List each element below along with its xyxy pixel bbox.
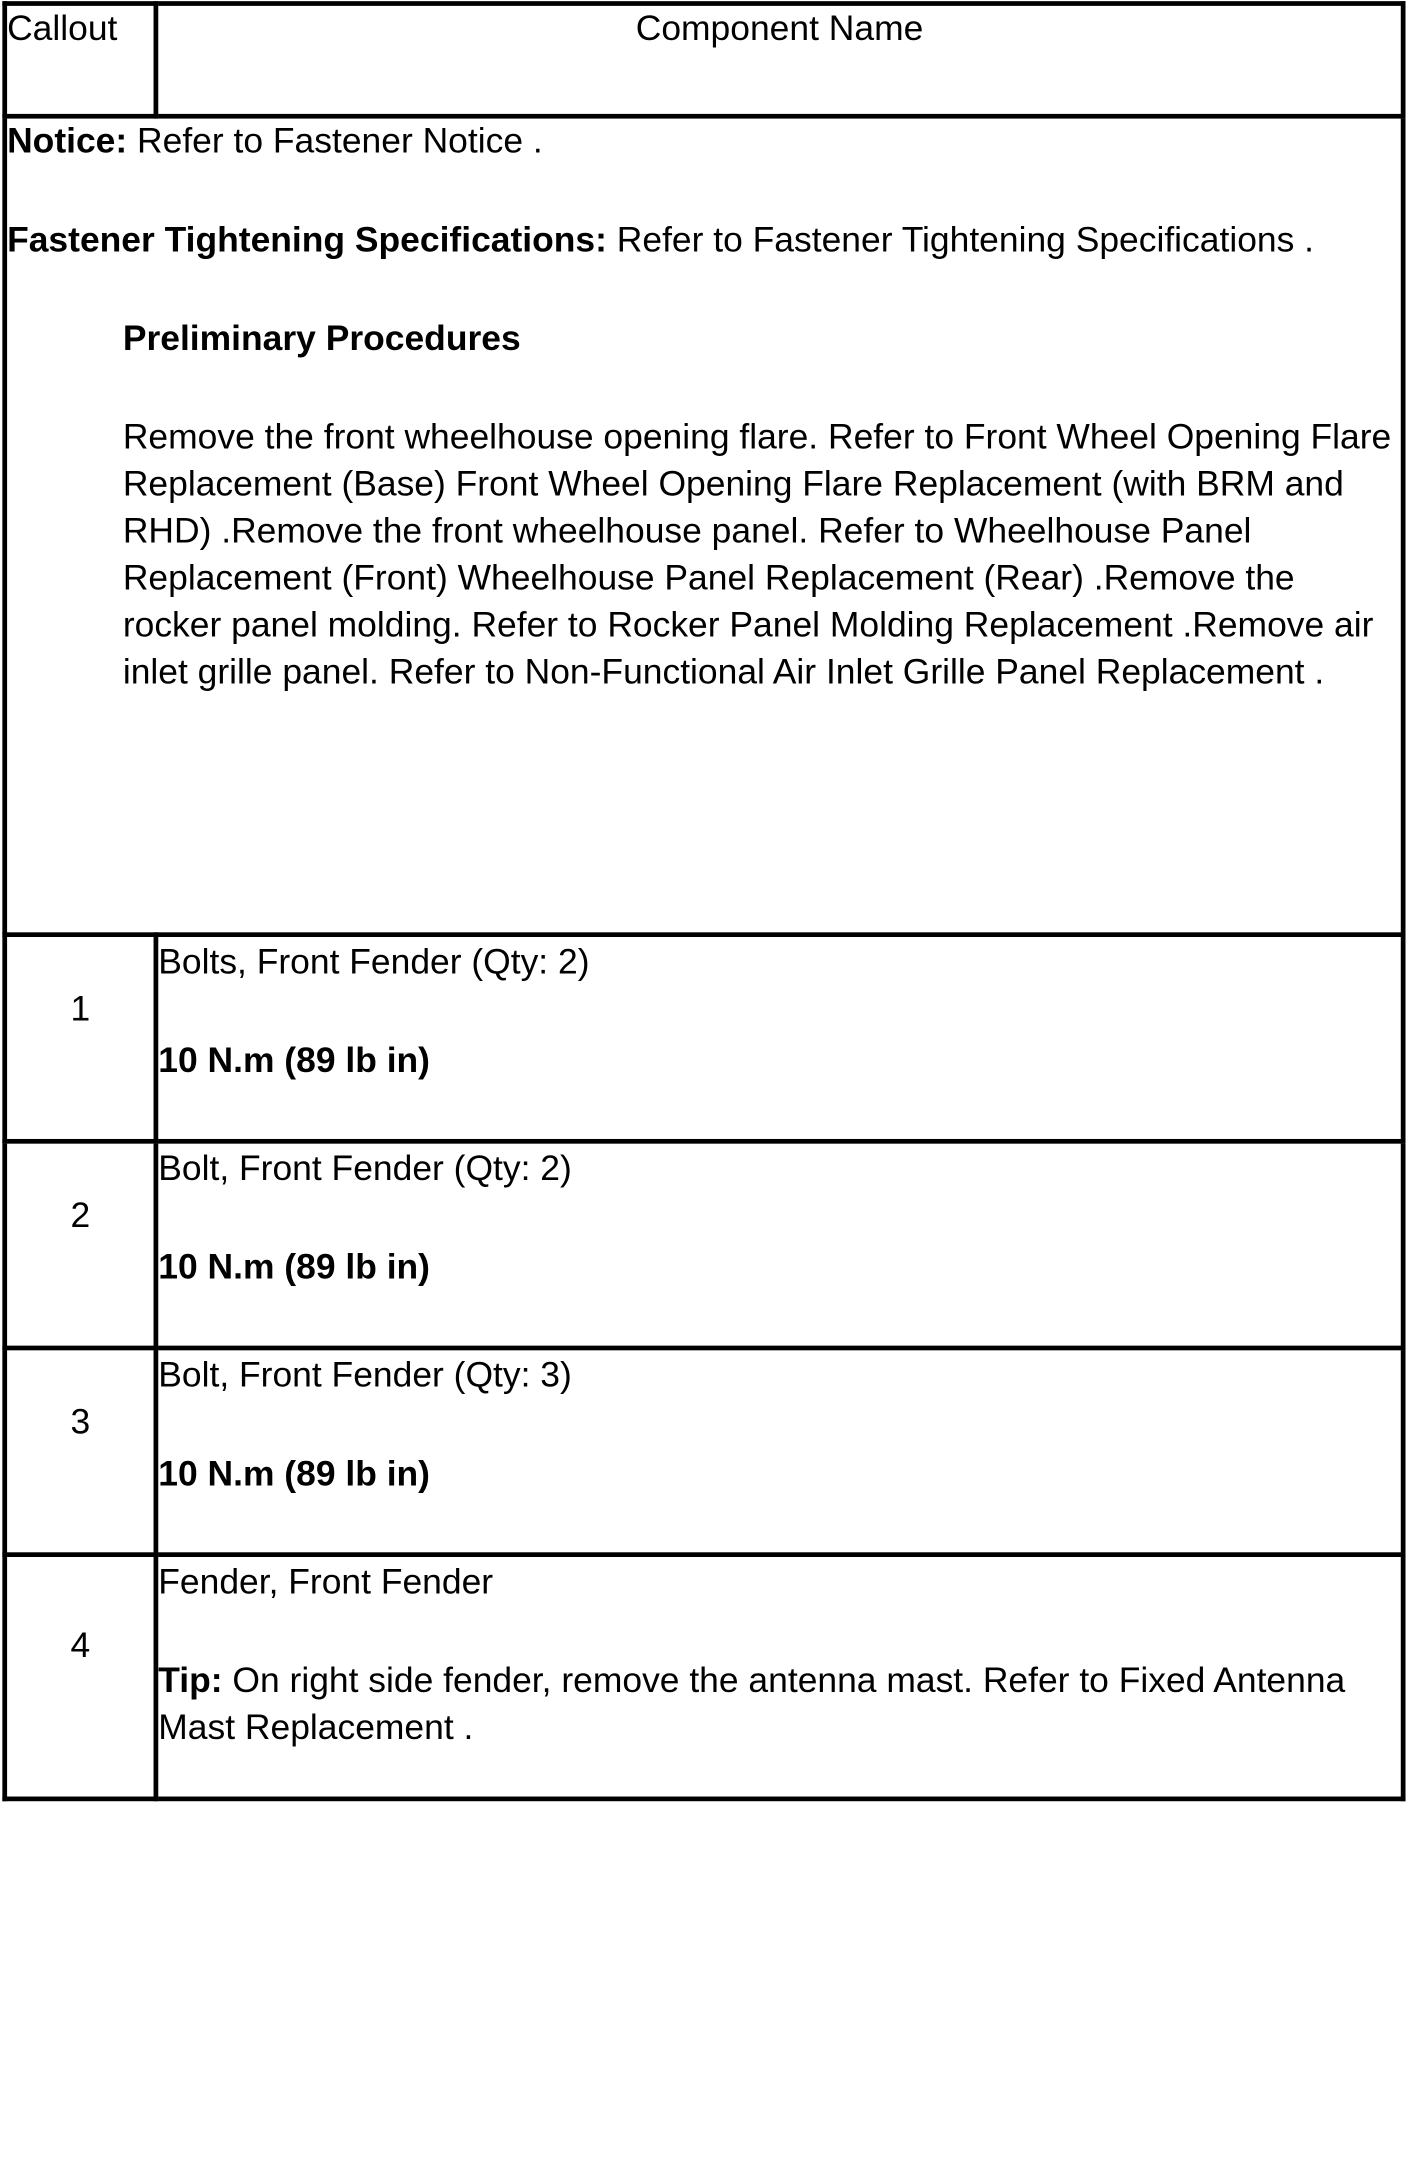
component-table [2, 1, 1405, 1801]
header-callout: Callout [5, 4, 156, 117]
tip-text: On right side fender, remove the antenna mast. Refer to Fixed Antenna Mast Replacement . [158, 1661, 1346, 1748]
component-cell [156, 1141, 1403, 1348]
preliminary-heading [123, 316, 1401, 363]
callout-number: 2 [70, 1196, 91, 1236]
notice-paragraph [7, 119, 1401, 166]
preliminary-text: Remove the front wheelhouse opening flare. Refer to Front Wheel Opening Flare Replacement (Base) Front Wheel Opening Flare Replacement (with BRM and RHD) .Remove the front wheelhouse panel. Refer to Wheelhouse Panel Replacement (Front) Wheelhouse Panel Replacement (Rear) .Remove the rocker panel molding. Refer to Rocker Panel Molding Replacement .Remove air inlet grille panel. Refer to Non-Functional Air Inlet Grille Panel Replacement . [122, 418, 1392, 692]
tip-paragraph [158, 1658, 1401, 1752]
callout-cell [5, 1555, 156, 1799]
callout-cell [5, 1141, 156, 1348]
header-component-name: Component Name [156, 4, 1403, 117]
tip-label: Tip: [158, 1661, 223, 1701]
callout-number: 3 [70, 1403, 91, 1442]
component-cell [156, 935, 1403, 1142]
callout-number: 4 [70, 1626, 91, 1666]
table-header-row [5, 4, 1403, 117]
torque-spec: 10 N.m (89 lb in) [158, 1454, 430, 1494]
table-row [5, 1141, 1403, 1348]
component-name: Bolts, Front Fender (Qty: 2) [158, 942, 590, 982]
table-row [5, 935, 1403, 1142]
component-name: Fender, Front Fender [158, 1562, 494, 1602]
table-row [5, 1348, 1403, 1555]
torque-spec: 10 N.m (89 lb in) [158, 1041, 430, 1081]
fastener-spec-text: Refer to Fastener Tightening Specifications . [606, 220, 1315, 260]
table-row [5, 1555, 1403, 1799]
fastener-spec-paragraph [7, 217, 1401, 264]
preliminary-procedures [7, 316, 1401, 696]
component-name: Bolt, Front Fender (Qty: 2) [158, 1149, 572, 1189]
fastener-spec-label: Fastener Tightening Specifications: [7, 220, 607, 260]
notice-cell [5, 116, 1403, 934]
notice-label: Notice: [7, 122, 128, 161]
notice-row [5, 116, 1403, 934]
component-cell [156, 1555, 1403, 1799]
component-name: Bolt, Front Fender (Qty: 3) [158, 1356, 572, 1395]
callout-number: 1 [70, 989, 91, 1029]
component-cell [156, 1348, 1403, 1555]
callout-cell [5, 935, 156, 1142]
preliminary-heading-text: Preliminary Procedures [122, 319, 521, 359]
torque-spec: 10 N.m (89 lb in) [158, 1248, 430, 1287]
notice-text: Refer to Fastener Notice . [127, 122, 543, 161]
callout-cell [5, 1348, 156, 1555]
